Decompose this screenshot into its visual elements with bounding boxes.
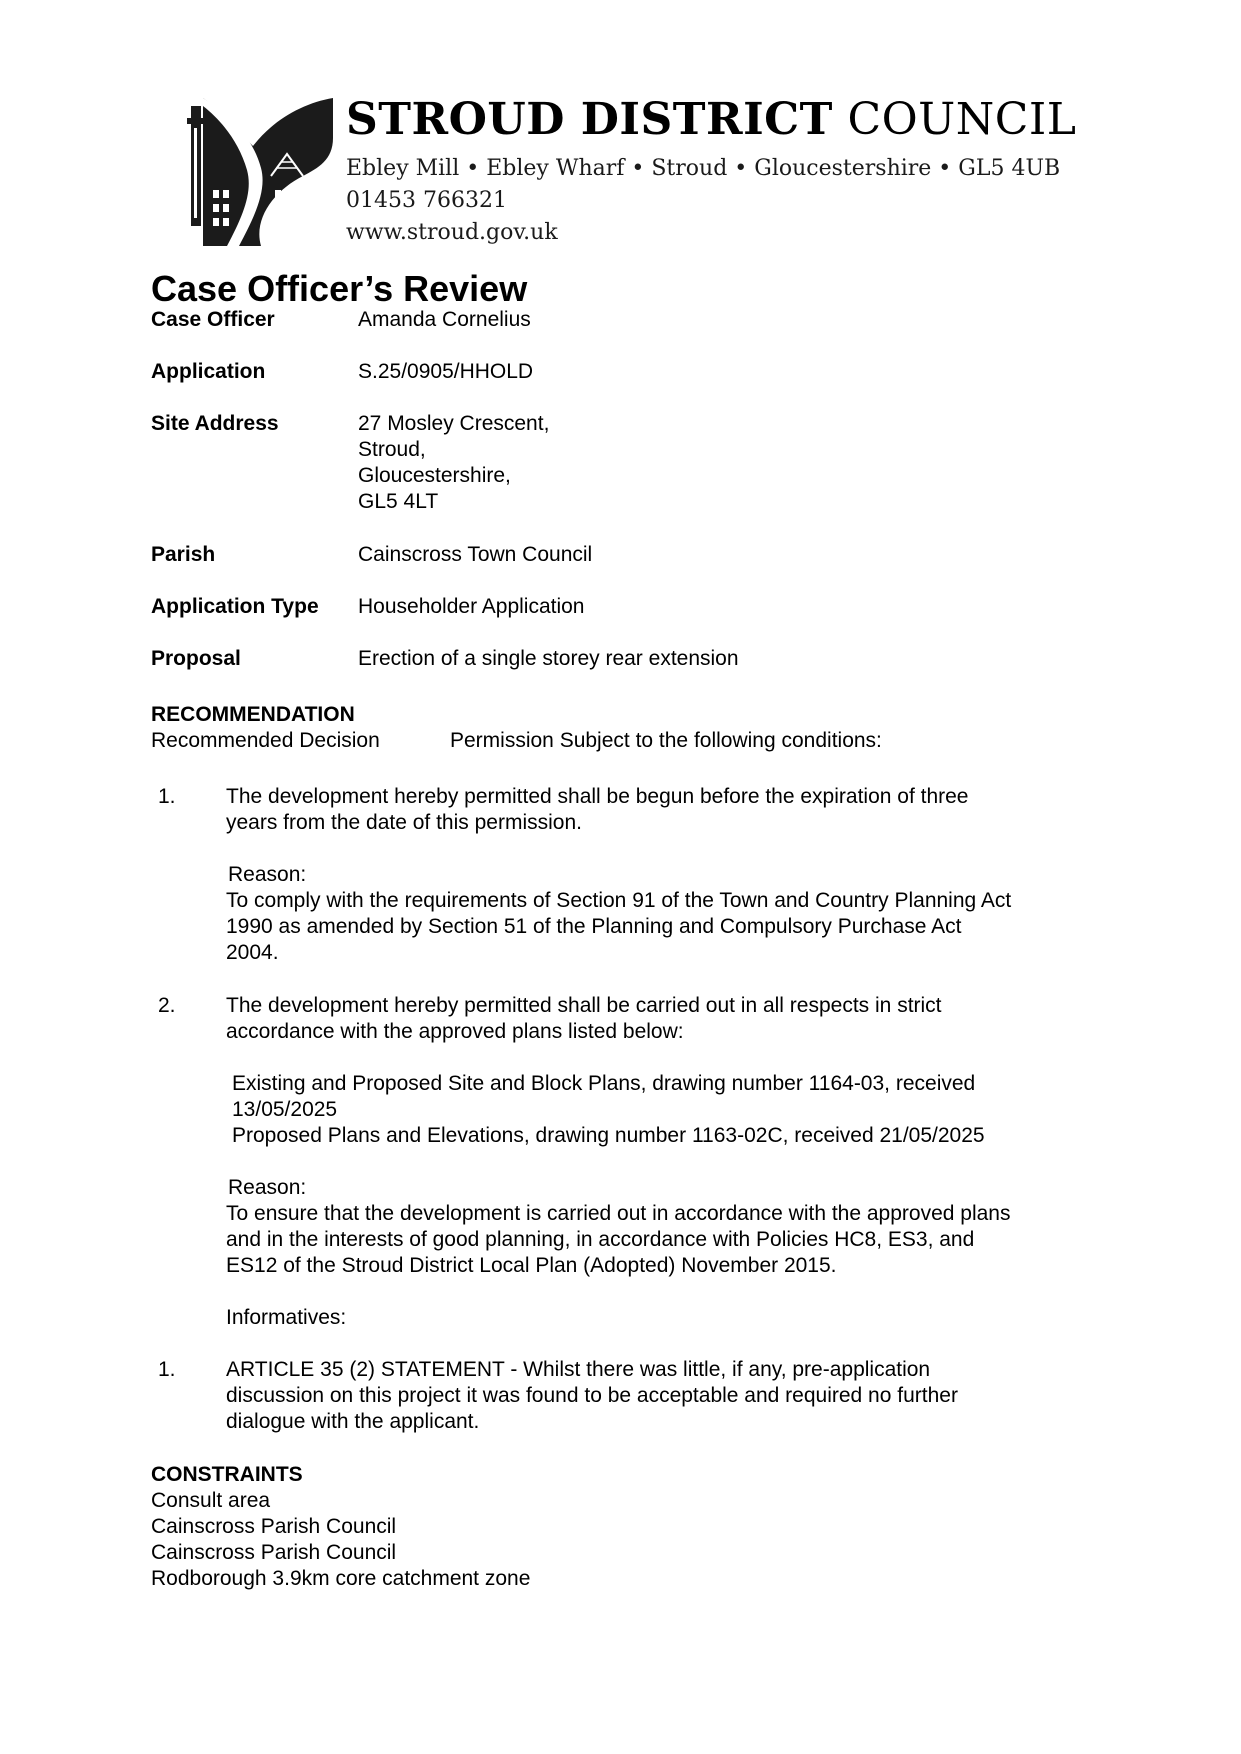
reason-label: Reason: [228, 1176, 307, 1199]
council-logo [183, 98, 333, 246]
council-name-light: COUNCIL [847, 94, 1077, 145]
recommendation-heading: RECOMMENDATION [151, 703, 355, 726]
informative-line: dialogue with the applicant. [226, 1410, 480, 1433]
condition-reason [226, 1175, 1010, 1279]
constraints-heading: CONSTRAINTS [151, 1463, 303, 1486]
case-officer-value: Amanda Cornelius [358, 308, 531, 331]
site-address-value [358, 411, 549, 515]
council-name-bold: STROUD DISTRICT [346, 94, 833, 145]
site-address-label: Site Address [151, 412, 279, 435]
condition-text-line: The development hereby permitted shall be carried out in all respects in strict [226, 994, 942, 1017]
application-label: Application [151, 360, 266, 383]
plan-line: Existing and Proposed Site and Block Plans, drawing number 1164-03, received [232, 1072, 976, 1095]
condition-number: 1. [158, 785, 176, 808]
council-phone: 01453 766321 [346, 188, 507, 213]
informative-number: 1. [158, 1358, 176, 1381]
informative-line: discussion on this project it was found to be acceptable and required no further [226, 1384, 958, 1407]
recommended-decision-label: Recommended Decision [151, 729, 380, 752]
reason-line: 2004. [226, 941, 279, 964]
council-website: www.stroud.gov.uk [346, 220, 558, 245]
reason-line: and in the interests of good planning, in accordance with Policies HC8, ES3, and [226, 1228, 975, 1251]
council-name [346, 92, 1077, 148]
application-type-label: Application Type [151, 595, 319, 618]
site-address-line: Gloucestershire, [358, 464, 511, 487]
informatives-heading: Informatives: [226, 1306, 347, 1329]
parish-label: Parish [151, 543, 216, 566]
site-address-line: 27 Mosley Crescent, [358, 412, 550, 435]
reason-line: To ensure that the development is carried out in accordance with the approved plans [226, 1202, 1011, 1225]
condition-reason [226, 862, 1011, 966]
reason-line: 1990 as amended by Section 51 of the Planning and Compulsory Purchase Act [226, 915, 962, 938]
page-title: Case Officer’s Review [151, 268, 528, 309]
council-address: Ebley Mill • Ebley Wharf • Stroud • Gloucestershire • GL5 4UB [346, 156, 1061, 181]
constraint-item: Cainscross Parish Council [151, 1515, 397, 1538]
parish-value: Cainscross Town Council [358, 543, 593, 566]
reason-line: ES12 of the Stroud District Local Plan (Adopted) November 2015. [226, 1254, 837, 1277]
application-value: S.25/0905/HHOLD [358, 360, 534, 383]
site-address-line: Stroud, [358, 438, 426, 461]
constraint-item: Rodborough 3.9km core catchment zone [151, 1567, 531, 1590]
plan-line: Proposed Plans and Elevations, drawing number 1163-02C, received 21/05/2025 [232, 1124, 985, 1147]
condition-text-line: The development hereby permitted shall be begun before the expiration of three [226, 785, 969, 808]
proposal-label: Proposal [151, 647, 241, 670]
constraint-item: Consult area [151, 1489, 271, 1512]
recommended-decision-value: Permission Subject to the following conditions: [450, 729, 882, 752]
reason-line: To comply with the requirements of Section 91 of the Town and Country Planning Act [226, 889, 1012, 912]
informative-line: ARTICLE 35 (2) STATEMENT - Whilst there was little, if any, pre-application [226, 1358, 931, 1381]
site-address-line: GL5 4LT [358, 490, 439, 513]
condition-text-line: accordance with the approved plans listed below: [226, 1020, 684, 1043]
case-officer-label: Case Officer [151, 308, 275, 331]
proposal-value: Erection of a single storey rear extension [358, 647, 739, 670]
constraints-list [151, 1488, 530, 1592]
condition-text [226, 993, 942, 1045]
condition-text-line: years from the date of this permission. [226, 811, 582, 834]
informative-text [226, 1357, 958, 1435]
application-type-value: Householder Application [358, 595, 585, 618]
constraint-item: Cainscross Parish Council [151, 1541, 397, 1564]
reason-label: Reason: [228, 863, 307, 886]
plan-line: 13/05/2025 [232, 1098, 338, 1121]
approved-plans-list [232, 1071, 985, 1149]
condition-number: 2. [158, 994, 176, 1017]
condition-text [226, 784, 968, 836]
